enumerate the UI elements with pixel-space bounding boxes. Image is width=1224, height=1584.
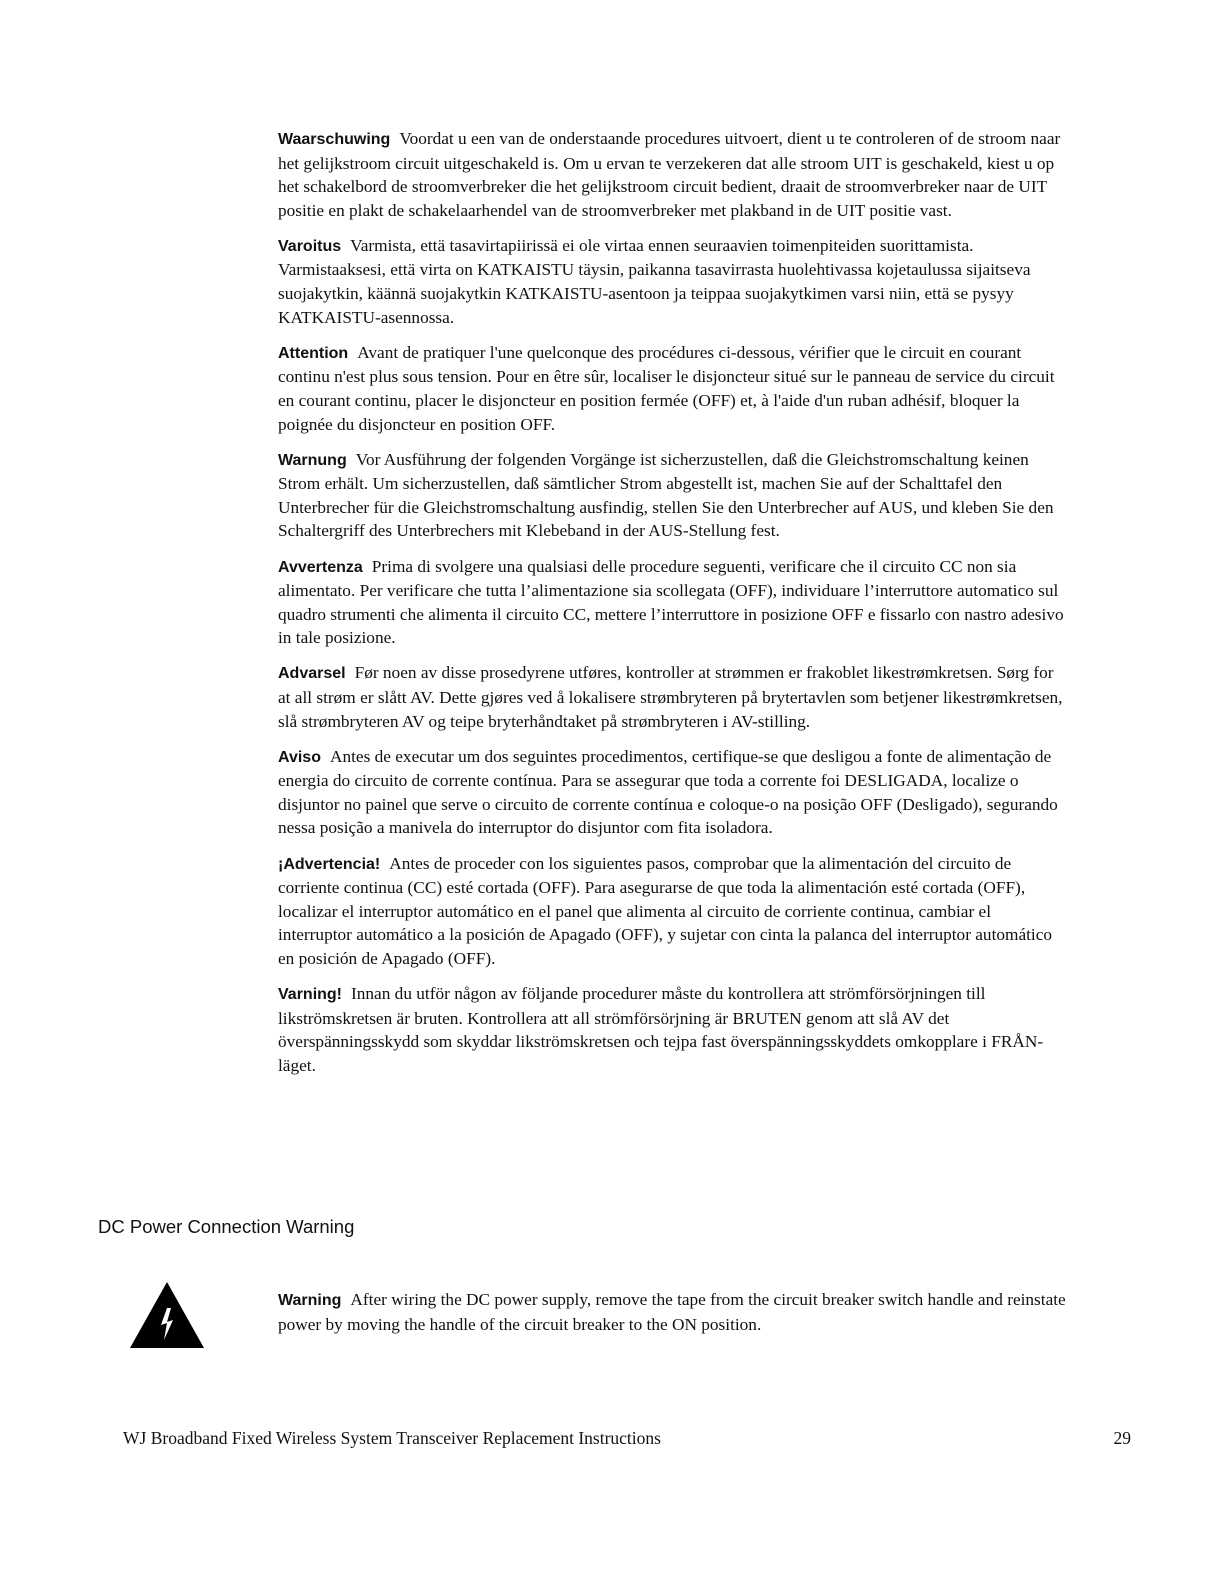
- warning-spanish: [278, 852, 1068, 971]
- warning-portuguese: [278, 745, 1068, 840]
- warning-label: Varoitus: [278, 237, 342, 255]
- warning-label: Avvertenza: [278, 558, 363, 576]
- warning-label: Warning: [278, 1292, 342, 1309]
- warning-text: Voordat u een van de onderstaande procedures uitvoert, dient u te controleren of de stroom naar het gelijkstroom circuit uitgeschakeld is. Om u ervan te verzekeren dat alle stroom UIT is geschakeld, kiest u op het schakelbord de stroomverbreker die het gelijkstroom circuit bedient, draait de stroomverbreker naar de UIT positie en plakt de schakelaarhendel van de stroomverbreker met plakband in de UIT positie vast.: [278, 129, 1061, 220]
- warning-french: [278, 341, 1068, 436]
- warning-norwegian: [278, 661, 1068, 733]
- warning-label: Waarschuwing: [278, 131, 391, 148]
- footer-page-number: 29: [1113, 1428, 1131, 1448]
- warning-label: Warnung: [278, 451, 347, 469]
- warning-text: Innan du utför någon av följande procedurer måste du kontrollera att strömförsörjningen till likströmskretsen är bruten. Kontrollera att all strömförsörjning är BRUTEN genom att slå AV det överspänningsskydd som skyddar likströmskretsen och tejpa fast överspänningsskyddets omkopplare i FRÅN-läget.: [278, 984, 1044, 1075]
- warning-finnish: [278, 234, 1068, 329]
- warning-text: Før noen av disse prosedyrene utføres, kontroller at strømmen er frakoblet likestrømkretsen. Sørg for at all strøm er slått AV. Dette gjøres ved å lokalisere strømbryteren på brytertavlen som betjener likestrømkretsen, slå strømbryteren AV og teipe bryterhåndtaket på strømbryteren i AV-stilling.: [278, 663, 1063, 731]
- warning-label: Varning!: [278, 986, 343, 1003]
- warning-italian: [278, 555, 1068, 650]
- dc-power-warning: [278, 1288, 1068, 1348]
- warning-dutch: [278, 127, 1068, 222]
- multilingual-warnings: [278, 127, 1068, 1089]
- section-heading: DC Power Connection Warning: [98, 1216, 355, 1237]
- warning-text: After wiring the DC power supply, remove the tape from the circuit breaker switch handle and reinstate power by moving the handle of the circuit breaker to the ON position.: [278, 1290, 1066, 1334]
- warning-label: Attention: [278, 344, 349, 362]
- dc-warning-paragraph: [278, 1288, 1068, 1336]
- warning-label: ¡Advertencia!: [278, 855, 381, 873]
- warning-german: [278, 448, 1068, 543]
- warning-swedish: [278, 982, 1068, 1077]
- warning-text: Antes de proceder con los siguientes pasos, comprobar que la alimentación del circuito de corriente continua (CC) esté cortada (OFF). Para asegurarse de que toda la alimentación esté cortada (OFF), localizar el interruptor automático en el panel que alimenta al circuito de corriente continua, cambiar el interruptor automático a la posición de Apagado (OFF), y sujetar con cinta la palanca del interruptor automático en posición de Apagado (OFF).: [278, 853, 1053, 968]
- footer-document-title: WJ Broadband Fixed Wireless System Transceiver Replacement Instructions: [123, 1428, 661, 1448]
- warning-label: Aviso: [278, 748, 321, 766]
- warning-triangle-icon: [128, 1280, 206, 1350]
- warning-label: Advarsel: [278, 665, 346, 683]
- warning-text: Vor Ausführung der folgenden Vorgänge ist sicherzustellen, daß die Gleichstromschaltung keinen Strom erhält. Um sicherzustellen, daß sämtlicher Strom abgestellt ist, machen Sie auf der Schalttafel den Unterbrecher für die Gleichstromschaltung ausfindig, stellen Sie den Unterbrecher auf AUS, und kleben Sie den Schaltergriff des Unterbrechers mit Klebeband in der AUS-Stellung fest.: [278, 449, 1054, 541]
- warning-text: Antes de executar um dos seguintes procedimentos, certifique-se que desligou a fonte de alimentação de energia do circuito de corrente contínua. Para se assegurar que toda a corrente foi DESLIGADA, localize o disjuntor no painel que serve o circuito de corrente contínua e coloque-o na posição OFF (Desligado), segurando nessa posição a manivela do interruptor do disjuntor com fita isoladora.: [278, 746, 1058, 838]
- warning-text: Avant de pratiquer l'une quelconque des procédures ci-dessous, vérifier que le circuit en courant continu n'est plus sous tension. Pour en être sûr, localiser le disjoncteur situé sur le panneau de service du circuit en courant continu, placer le disjoncteur en position fermée (OFF) et, à l'aide d'un ruban adhésif, bloquer la poignée du disjoncteur en position OFF.: [278, 342, 1055, 434]
- warning-text: Varmista, että tasavirtapiirissä ei ole virtaa ennen seuraavien toimenpiteiden suorittamista. Varmistaaksesi, että virta on KATKAISTU täysin, paikanna tasavirrasta huolehtivassa kojetaulussa sijaitseva suojakytkin, käännä suojakytkin KATKAISTU-asentoon ja teippaa suojakytkimen varsi niin, että se pysyy KATKAISTU-asennossa.: [278, 235, 1031, 327]
- warning-text: Prima di svolgere una qualsiasi delle procedure seguenti, verificare che il circuito CC non sia alimentato. Per verificare che tutta l’alimentazione sia scollegata (OFF), individuare l’interruttore automatico sul quadro strumenti che alimenta il circuito CC, mettere l’interruttore in posizione OFF e fissarlo con nastro adesivo in tale posizione.: [278, 556, 1064, 648]
